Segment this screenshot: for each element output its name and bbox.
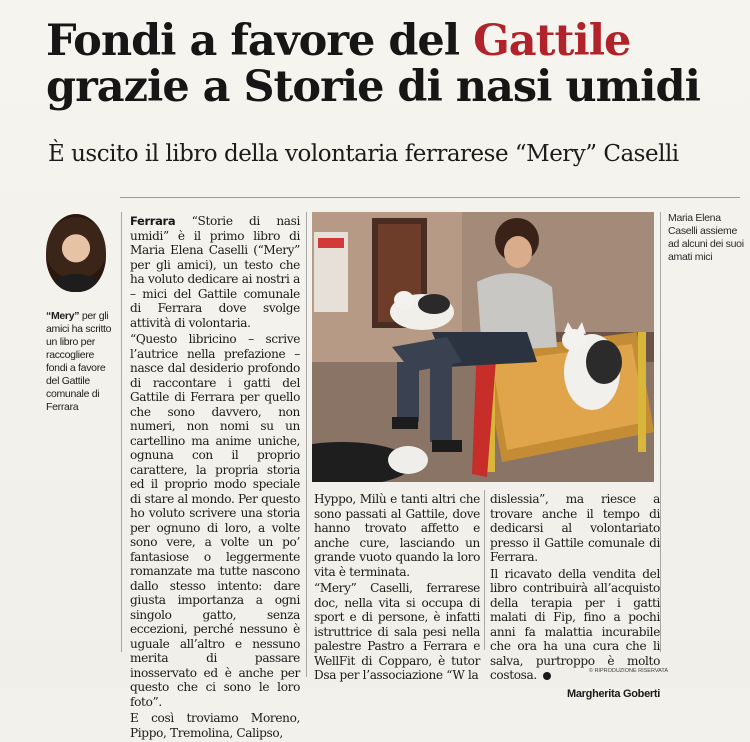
byline: Margherita Goberti [566,687,660,700]
subheadline: È uscito il libro della volontaria ferrarese “Mery” Caselli [48,141,679,167]
paragraph: Hyppo, Milù e tanti altri che sono passati al Gattile, dove hanno trovato affetto e anche cure, lasciando un grande vuoto quando la loro vita è terminata. [314,492,480,579]
photo-illustration [312,212,654,482]
caption-left-text: per gli amici ha scritto un libro per raccogliere fondi a favore del Gattile comunale di Ferrara [46,310,112,413]
header-divider [120,197,740,198]
paragraph-text: “Storie di nasi umidi” è il primo libro di Maria Elena Caselli (“Mery” per gli amici), un testo che ha voluto dedicare ai nostri a – mici del Gattile comunale di Ferrara dove svolge attività di volontaria. [130,214,300,330]
paragraph: dislessia”, ma riesce a trovare anche il tempo di dedicarsi al volontariato presso il Gattile comunale di Ferrara. [490,492,660,564]
end-bullet-icon [543,672,551,680]
column-rule-1 [121,212,122,652]
paragraph [130,214,300,330]
headline-text: Fondi a favore del [46,16,474,66]
headline-line-1 [46,18,736,64]
headline-line-2: grazie a Storie di nasi umidi [46,62,700,112]
copyright-notice: © RIPRODUZIONE RISERVATA [588,668,668,674]
paragraph-text: Il ricavato della vendita del libro contribuirà all’acquisto della terapia per i gatti malati di Fip, fino a pochi anni fa malattia incurabile che ora ha una cura che li salva, purtroppo è molto costosa. [490,566,660,682]
column-rule-2 [306,212,307,677]
headline-highlight: Gattile [473,16,631,66]
dateline: Ferrara [130,214,176,228]
caption-right: Maria Elena Caselli assieme ad alcuni dei suoi amati mici [668,212,744,263]
caption-left-name: “Mery” [46,310,80,322]
portrait-shoulders [52,274,100,292]
column-rule-3 [660,212,661,652]
article-column-2 [314,492,480,685]
author-portrait [46,214,106,292]
paragraph [490,567,660,683]
article-column-1 [130,214,300,742]
column-rule-4 [484,490,485,650]
paragraph: “Mery” Caselli, ferrarese doc, nella vita si occupa di sport e di persone, è infatti istruttrice di sala pesi nella palestre Pastro a Ferrara e WellFit di Copparo, è tutor Dsa per l’associazione “W la [314,581,480,682]
headline [46,18,736,110]
caption-left [46,310,112,414]
paragraph: “Questo libricino – scrive l’autrice nella prefazione – nasce dal desiderio profondo di raccontare i gatti del Gattile di Ferrara per quello che sono davvero, non numeri, non nomi su un cartellino ma anime uniche, ognuna con il proprio carattere, la propria storia ed il proprio modo speciale di stare al mondo. Per questo ho voluto scrivere una storia per ognuno di loro, a volte sono vere, a volte un po’ fantasiose o leggermente romanzate ma tutte nascono dallo stesso intento: dare giusta importanza a ogni singolo gatto, senza eccezioni, perché nessuno è uguale all’altro e nessuno merita di passare inosservato ed è anche per questo che ci sono le loro foto”. [130,332,300,709]
paragraph: E così troviamo Moreno, Pippo, Tremolina, Calipso, [130,711,300,740]
article-photo [312,212,654,482]
